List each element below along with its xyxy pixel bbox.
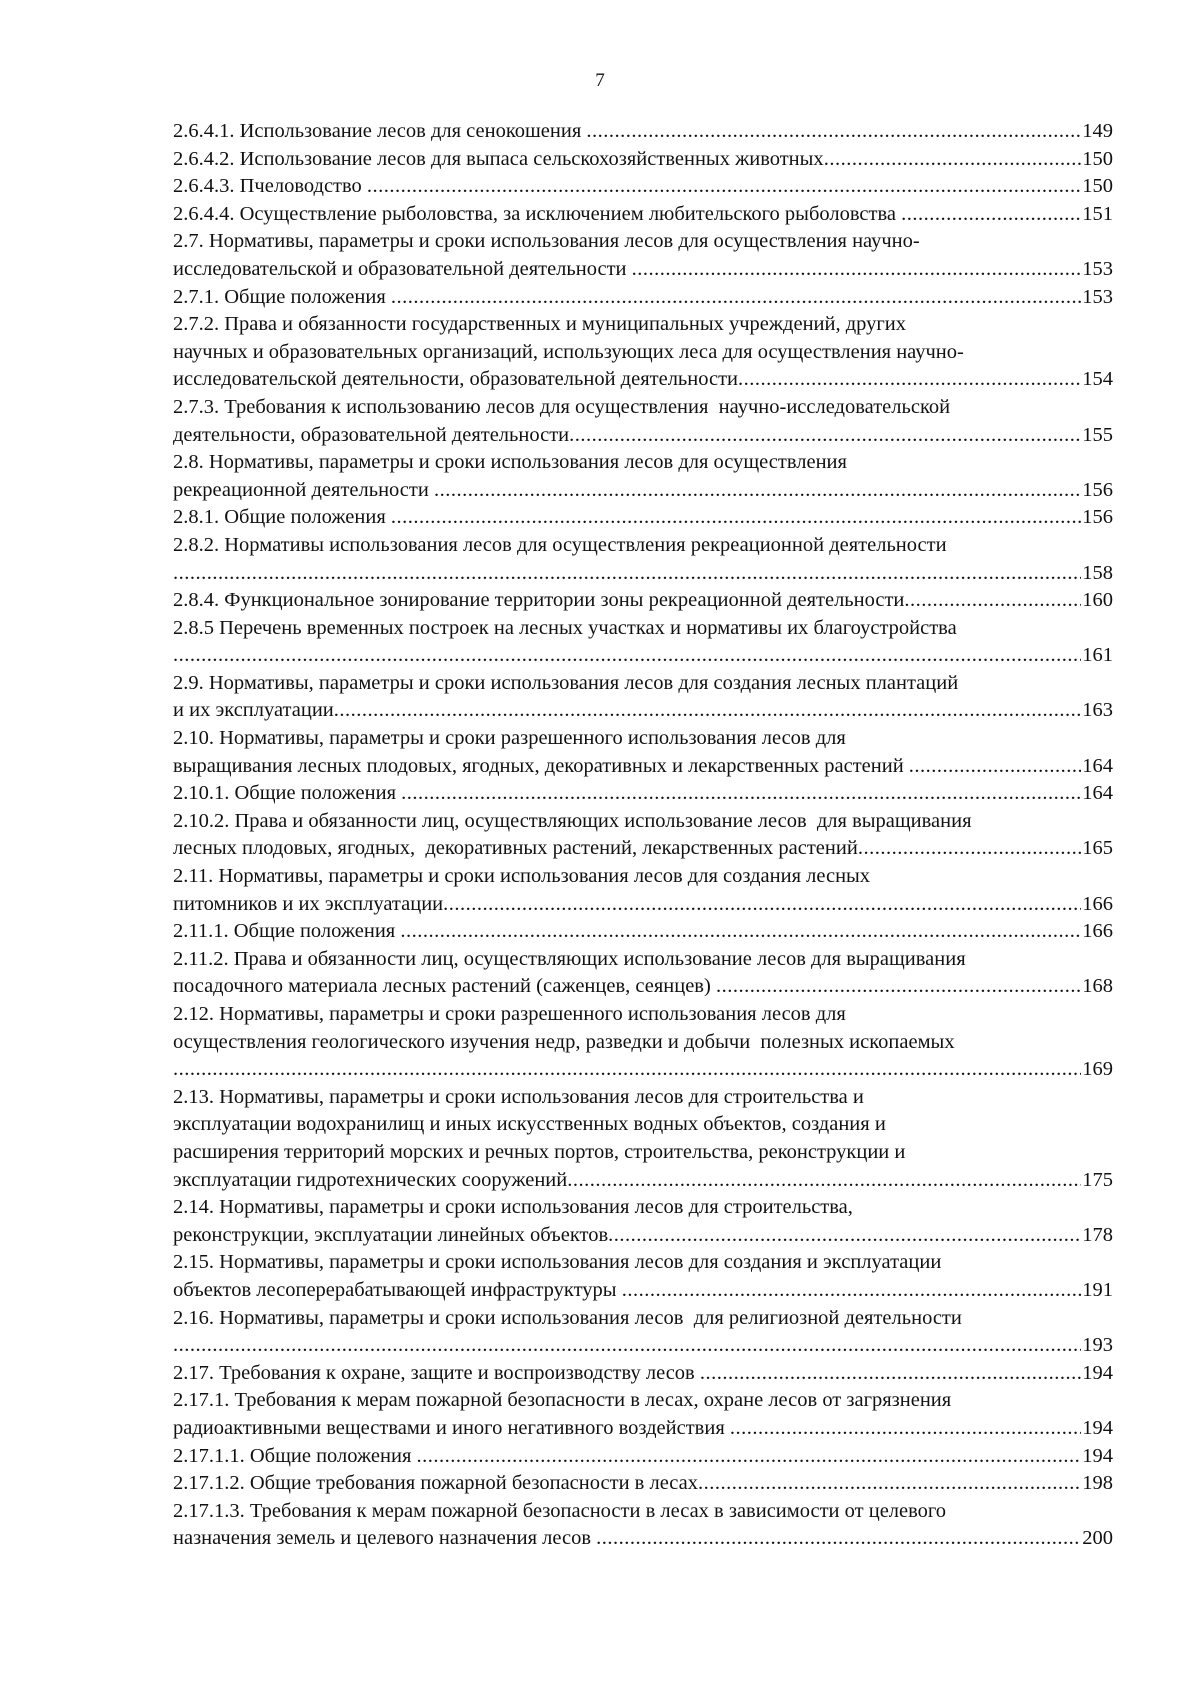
dot-leader [586, 118, 1081, 146]
toc-entry [173, 1305, 1113, 1360]
toc-entry-text: 2.6.4.1. Использование лесов для сенокошения [173, 120, 587, 142]
toc-entry-text: выращивания лесных плодовых, ягодных, декоративных и лекарственных растений [173, 754, 909, 777]
toc-entry-text: 2.17.1.3. Требования к мерам пожарной безопасности в лесах в зависимости от целевого [173, 1499, 947, 1522]
toc-entry-last-line [173, 1277, 1113, 1305]
toc-entry-last-line [173, 201, 1113, 229]
dot-leader [858, 835, 1081, 863]
toc-entry-text: 2.10.2. Права и обязанности лиц, осуществляющих использование лесов для выращивания [173, 809, 972, 832]
toc-entry-last-line [173, 1470, 1113, 1498]
toc-entry [173, 118, 1113, 146]
toc-entry [173, 311, 1113, 394]
toc-entry [173, 228, 1113, 283]
toc-entry-page: 153 [1082, 257, 1113, 280]
toc-entry [173, 1249, 1113, 1304]
dot-leader [334, 697, 1081, 725]
table-of-contents [173, 118, 1113, 1553]
toc-entry-page: 164 [1082, 782, 1113, 805]
toc-entry [173, 808, 1113, 863]
toc-entry-last-line [173, 1167, 1113, 1195]
toc-entry-page: 193 [1082, 1334, 1113, 1357]
toc-entry-page: 169 [1082, 1058, 1113, 1081]
toc-entry [173, 918, 1113, 946]
toc-entry-last-line [173, 973, 1113, 1001]
dot-leader [443, 891, 1081, 919]
page-number: 7 [595, 70, 605, 91]
toc-entry-text: лесных плодовых, ягодных, декоративных растений, лекарственных растений [173, 837, 858, 860]
dot-leader [434, 477, 1081, 505]
toc-entry-last-line [173, 1360, 1113, 1388]
dot-leader [632, 256, 1082, 284]
toc-entry-text: 2.16. Нормативы, параметры и сроки использования лесов для религиозной деятельности [173, 1306, 962, 1329]
toc-entry-text: эксплуатации гидротехнических сооружений [173, 1168, 568, 1191]
toc-entry [173, 504, 1113, 532]
dot-leader [417, 1443, 1082, 1471]
toc-entry-last-line [173, 753, 1113, 781]
toc-entry-last-line [173, 1222, 1113, 1250]
toc-entry [173, 284, 1113, 312]
toc-entry-page: 194 [1082, 1444, 1113, 1467]
toc-entry-text: 2.17.1. Требования к мерам пожарной безопасности в лесах, охране лесов от загрязнения [173, 1389, 952, 1412]
toc-entry-page: 155 [1082, 423, 1113, 446]
dot-leader [824, 146, 1082, 174]
toc-entry-last-line [173, 256, 1113, 284]
toc-entry-last-line [173, 1056, 1113, 1084]
toc-entry-text: 2.17.1.2. Общие требования пожарной безопасности в лесах [173, 1472, 699, 1495]
toc-entry [173, 1084, 1113, 1194]
toc-entry-page: 194 [1082, 1361, 1113, 1384]
toc-entry [173, 725, 1113, 780]
toc-entry [173, 449, 1113, 504]
toc-entry-page: 165 [1082, 837, 1113, 860]
toc-entry-page: 153 [1082, 285, 1113, 308]
toc-entry [173, 394, 1113, 449]
dot-leader [569, 422, 1081, 450]
toc-entry-text: 2.8.4. Функциональное зонирование территории зоны рекреационной деятельности [173, 589, 905, 612]
toc-entry [173, 863, 1113, 918]
toc-entry-text: 2.11. Нормативы, параметры и сроки использования лесов для создания лесных [173, 865, 871, 888]
toc-entry-text: научных и образовательных организаций, использующих леса для осуществления научно- [173, 340, 964, 363]
toc-entry-text: 2.11.1. Общие положения [173, 920, 401, 943]
toc-entry-page: 151 [1082, 202, 1113, 225]
toc-entry-text: 2.7.1. Общие положения [173, 285, 391, 308]
toc-entry-text: 2.17.1.1. Общие положения [173, 1444, 417, 1467]
toc-entry [173, 615, 1113, 670]
toc-entry [173, 201, 1113, 229]
dot-leader [738, 366, 1081, 394]
dot-leader [391, 284, 1081, 312]
toc-entry-page: 194 [1082, 1416, 1113, 1439]
toc-entry-text: деятельности, образовательной деятельности [173, 423, 570, 446]
toc-entry-page: 154 [1082, 368, 1113, 391]
toc-entry-text: исследовательской и образовательной деятельности [173, 257, 632, 280]
dot-leader [730, 1415, 1081, 1443]
toc-entry-last-line [173, 146, 1113, 174]
toc-entry-text: 2.7. Нормативы, параметры и сроки использования лесов для осуществления научно- [173, 230, 920, 253]
toc-entry-last-line [173, 891, 1113, 919]
toc-entry-page: 191 [1082, 1278, 1113, 1301]
toc-entry-last-line [173, 1525, 1113, 1553]
dot-leader [622, 1277, 1082, 1305]
toc-entry-last-line [173, 1415, 1113, 1443]
toc-entry-page: 150 [1082, 147, 1113, 170]
toc-entry-last-line [173, 697, 1113, 725]
toc-entry-page: 156 [1082, 478, 1113, 501]
toc-entry-last-line [173, 835, 1113, 863]
toc-entry-text: рекреационной деятельности [173, 478, 434, 501]
toc-entry-text: 2.9. Нормативы, параметры и сроки использования лесов для создания лесных плантаций [173, 671, 959, 694]
toc-entry-text: посадочного материала лесных растений (саженцев, сеянцев) [173, 975, 716, 998]
toc-entry-last-line [173, 918, 1113, 946]
toc-entry-last-line [173, 560, 1113, 588]
toc-entry [173, 1470, 1113, 1498]
toc-entry-text: 2.8.5 Перечень временных построек на лесных участках и нормативы их благоустройства [173, 616, 957, 639]
dot-leader [567, 1167, 1081, 1195]
toc-entry [173, 1194, 1113, 1249]
dot-leader [904, 587, 1081, 615]
toc-entry-last-line [173, 1443, 1113, 1471]
dot-leader [173, 1056, 1081, 1084]
toc-entry-page: 156 [1082, 506, 1113, 529]
toc-entry-text: 2.6.4.3. Пчеловодство [173, 175, 367, 198]
toc-entry-text: 2.8.1. Общие положения [173, 506, 391, 529]
dot-leader [901, 201, 1081, 229]
toc-entry-text: реконструкции, эксплуатации линейных объектов [173, 1223, 609, 1246]
toc-entry-text: 2.14. Нормативы, параметры и сроки использования лесов для строительства, [173, 1196, 853, 1219]
toc-entry [173, 146, 1113, 174]
toc-entry-text: 2.12. Нормативы, параметры и сроки разрешенного использования лесов для [173, 1003, 846, 1025]
dot-leader [173, 642, 1081, 670]
dot-leader [698, 1470, 1081, 1498]
toc-entry-last-line [173, 587, 1113, 615]
toc-entry-page: 161 [1082, 644, 1113, 667]
dot-leader [391, 504, 1081, 532]
toc-entry-last-line [173, 477, 1113, 505]
toc-entry-text: 2.11.2. Права и обязанности лиц, осуществляющих использование лесов для выращивания [173, 947, 966, 970]
toc-entry-page: 166 [1082, 892, 1113, 915]
toc-entry-text: радиоактивными веществами и иного негативного воздействия [173, 1416, 730, 1439]
toc-entry-page: 166 [1082, 920, 1113, 943]
toc-entry-page: 163 [1082, 699, 1113, 722]
toc-entry [173, 946, 1113, 1001]
toc-entry-text: 2.8.2. Нормативы использования лесов для осуществления рекреационной деятельности [173, 533, 947, 556]
toc-entry-text: 2.6.4.4. Осуществление рыболовства, за исключением любительского рыболовства [173, 202, 902, 225]
toc-entry-last-line [173, 284, 1113, 312]
toc-entry-text: расширения территорий морских и речных портов, строительства, реконструкции и [173, 1140, 906, 1163]
toc-entry-last-line [173, 422, 1113, 450]
dot-leader [173, 560, 1081, 588]
toc-entry-text: исследовательской деятельности, образовательной деятельности [173, 368, 739, 391]
toc-entry-text: питомников и их эксплуатации [173, 892, 444, 915]
dot-leader [608, 1222, 1081, 1250]
toc-entry-last-line [173, 504, 1113, 532]
toc-entry-page: 175 [1082, 1168, 1113, 1191]
toc-entry [173, 1360, 1113, 1388]
toc-entry-page: 198 [1082, 1472, 1113, 1495]
toc-entry-page: 168 [1082, 975, 1113, 998]
toc-entry-text: осуществления геологического изучения недр, разведки и добычи полезных ископаемых [173, 1030, 955, 1053]
toc-entry-text: и их эксплуатации [173, 699, 334, 722]
toc-entry-text: 2.17. Требования к охране, защите и воспроизводству лесов [173, 1361, 700, 1384]
toc-entry-last-line [173, 118, 1113, 146]
toc-entry-text: эксплуатации водохранилищ и иных искусственных водных объектов, создания и [173, 1113, 886, 1136]
toc-entry-page: 160 [1082, 589, 1113, 612]
toc-entry-page: 150 [1082, 175, 1113, 198]
toc-entry-text: 2.15. Нормативы, параметры и сроки использования лесов для создания и эксплуатации [173, 1251, 942, 1274]
toc-entry-last-line [173, 173, 1113, 201]
toc-entry [173, 587, 1113, 615]
toc-entry-text: 2.7.3. Требования к использованию лесов для осуществления научно-исследовательской [173, 395, 951, 418]
toc-entry [173, 532, 1113, 587]
toc-entry-text: назначения земель и целевого назначения лесов [173, 1527, 597, 1550]
dot-leader [596, 1525, 1081, 1553]
toc-entry [173, 1387, 1113, 1442]
toc-entry-last-line [173, 366, 1113, 394]
dot-leader [700, 1360, 1081, 1388]
toc-entry [173, 780, 1113, 808]
toc-entry-page: 158 [1082, 561, 1113, 584]
toc-entry [173, 173, 1113, 201]
toc-entry-text: 2.10.1. Общие положения [173, 782, 402, 805]
toc-entry-last-line [173, 1332, 1113, 1360]
toc-entry [173, 1001, 1113, 1084]
dot-leader [716, 973, 1081, 1001]
toc-entry-last-line [173, 642, 1113, 670]
toc-entry-page: 149 [1082, 120, 1113, 142]
toc-entry-page: 164 [1082, 754, 1113, 777]
toc-entry [173, 1498, 1113, 1553]
toc-entry-page: 178 [1082, 1223, 1113, 1246]
dot-leader [173, 1332, 1081, 1360]
dot-leader [367, 173, 1081, 201]
toc-entry-text: 2.6.4.2. Использование лесов для выпаса сельскохозяйственных животных [173, 147, 824, 170]
toc-entry [173, 670, 1113, 725]
toc-entry [173, 1443, 1113, 1471]
toc-entry-page: 200 [1082, 1527, 1113, 1550]
toc-entry-text: 2.10. Нормативы, параметры и сроки разрешенного использования лесов для [173, 727, 846, 750]
toc-entry-text: 2.13. Нормативы, параметры и сроки использования лесов для строительства и [173, 1085, 864, 1108]
toc-entry-last-line [173, 780, 1113, 808]
dot-leader [400, 918, 1081, 946]
dot-leader [909, 753, 1081, 781]
toc-entry-text: объектов лесоперерабатывающей инфраструктуры [173, 1278, 622, 1301]
toc-entry-text: 2.8. Нормативы, параметры и сроки использования лесов для осуществления [173, 451, 847, 474]
toc-entry-text: 2.7.2. Права и обязанности государственных и муниципальных учреждений, других [173, 313, 907, 336]
dot-leader [401, 780, 1081, 808]
